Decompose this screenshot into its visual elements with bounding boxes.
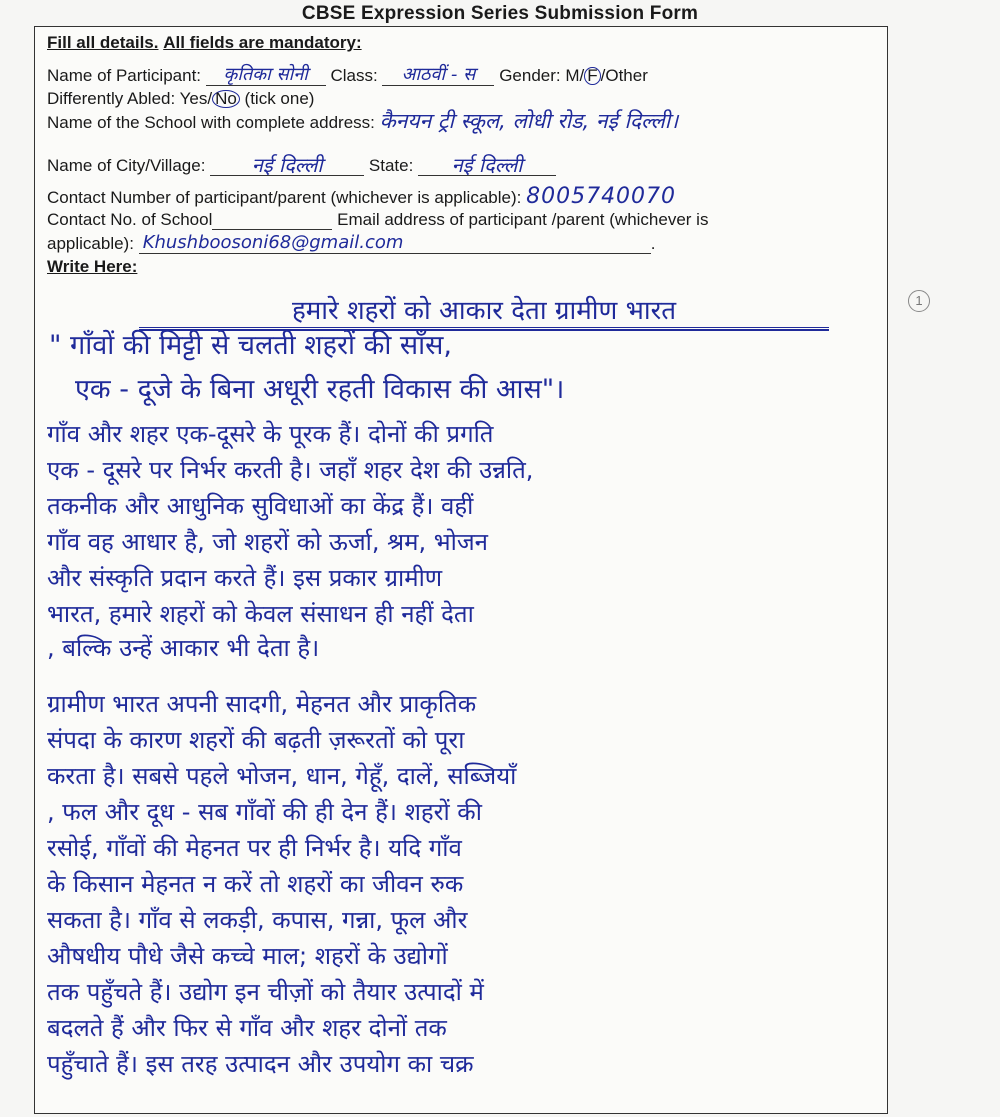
email-field[interactable]: Khushboosoni68@gmail.com <box>139 233 651 254</box>
essay-line: बदलते हैं और फिर से गाँव और शहर दोनों तक <box>47 1014 447 1042</box>
contact-participant-row <box>47 184 677 209</box>
essay-line: भारत, हमारे शहरों को केवल संसाधन ही नहीं देता <box>47 600 474 628</box>
write-here <box>47 257 137 277</box>
essay-line: " गाँवों की मिट्टी से चलती शहरों की साँस, <box>49 330 452 361</box>
essay-line: एक - दूजे के बिना अधूरी रहती विकास की आस"। <box>75 374 565 405</box>
essay-line: ग्रामीण भारत अपनी सादगी, मेहनत और प्राकृतिक <box>47 690 477 718</box>
contact-participant-label: Contact Number of participant/parent (whichever is applicable): <box>47 188 522 207</box>
essay-heading-underline <box>139 327 829 328</box>
city-field[interactable]: नई दिल्ली <box>210 155 364 176</box>
participant-name-field[interactable]: कृतिका सोनी <box>206 65 326 86</box>
email-label-line1: Email address of participant /parent (whichever is <box>337 210 709 229</box>
contact-school-field[interactable] <box>212 211 332 230</box>
essay-line: करता है। सबसे पहले भोजन, धान, गेहूँ, दालें, सब्जियाँ <box>47 762 517 790</box>
essay-line: और संस्कृति प्रदान करते हैं। इस प्रकार ग्रामीण <box>47 564 443 592</box>
instructions-fill: Fill all details. <box>47 33 159 52</box>
contact-school-label: Contact No. of School <box>47 210 213 229</box>
differently-abled-row <box>47 89 314 109</box>
city-state-row <box>47 155 556 176</box>
participant-row <box>47 65 648 86</box>
school-row <box>47 111 678 133</box>
essay-line: एक - दूसरे पर निर्भर करती है। जहाँ शहर देश की उन्नति, <box>47 456 534 484</box>
essay-line: तकनीक और आधुनिक सुविधाओं का केंद्र हैं। वहीं <box>47 492 474 520</box>
city-label: Name of City/Village: <box>47 156 206 175</box>
essay-heading: हमारे शहरों को आकार देता ग्रामीण भारत <box>139 291 829 331</box>
instructions-mandatory: All fields are mandatory: <box>163 33 362 52</box>
essay-line: , फल और दूध - सब गाँवों की ही देन हैं। शहरों की <box>47 798 482 826</box>
email-row: applicable): Khushboosoni68@gmail.com . <box>47 232 656 253</box>
gender-female-selected[interactable]: F <box>584 67 600 85</box>
email-label-line2: applicable): <box>47 234 134 253</box>
page-number: 1 <box>908 290 930 312</box>
essay-line: , बल्कि उन्हें आकार भी देता है। <box>47 634 320 662</box>
submission-sheet <box>34 26 888 1114</box>
write-here-label: Write Here: <box>47 257 138 276</box>
differently-abled-no-selected[interactable]: No <box>212 90 240 108</box>
class-field[interactable]: आठवीं - स <box>382 65 494 86</box>
tick-one-hint: (tick one) <box>244 89 315 108</box>
essay-line: के किसान मेहनत न करें तो शहरों का जीवन रुक <box>47 870 464 898</box>
essay-line: पहुँचाते हैं। इस तरह उत्पादन और उपयोग का चक्र <box>47 1050 474 1078</box>
contact-participant-field[interactable]: 8005740070 <box>526 184 677 209</box>
differently-abled-label: Differently Abled: Yes/ <box>47 89 213 108</box>
essay-line: तक पहुँचते हैं। उद्योग इन चीज़ों को तैयार उत्पादों में <box>47 978 484 1006</box>
essay-line: रसोई, गाँवों की मेहनत पर ही निर्भर है। यदि गाँव <box>47 834 462 862</box>
essay-line: संपदा के कारण शहरों की बढ़ती ज़रूरतों को पूरा <box>47 726 465 754</box>
essay-line: सकता है। गाँव से लकड़ी, कपास, गन्ना, फूल और <box>47 906 468 934</box>
state-field[interactable]: नई दिल्ली <box>418 155 556 176</box>
participant-name-label: Name of Participant: <box>47 66 202 85</box>
instructions <box>47 33 362 53</box>
school-label: Name of the School with complete address: <box>47 113 375 132</box>
essay-line: औषधीय पौधे जैसे कच्चे माल; शहरों के उद्योगों <box>47 942 448 970</box>
gender-other-option[interactable]: /Other <box>600 66 648 85</box>
gender-label: Gender: M/ <box>499 66 585 85</box>
essay-line: गाँव और शहर एक-दूसरे के पूरक हैं। दोनों की प्रगति <box>47 420 494 448</box>
state-label: State: <box>368 156 414 175</box>
school-field[interactable]: कैनयन ट्री स्कूल, लोधी रोड, नई दिल्ली। <box>379 109 679 133</box>
class-label: Class: <box>330 66 378 85</box>
contact-school-row <box>47 210 708 230</box>
form-title: CBSE Expression Series Submission Form <box>301 3 699 24</box>
essay-line: गाँव वह आधार है, जो शहरों को ऊर्जा, श्रम, भोजन <box>47 528 488 556</box>
